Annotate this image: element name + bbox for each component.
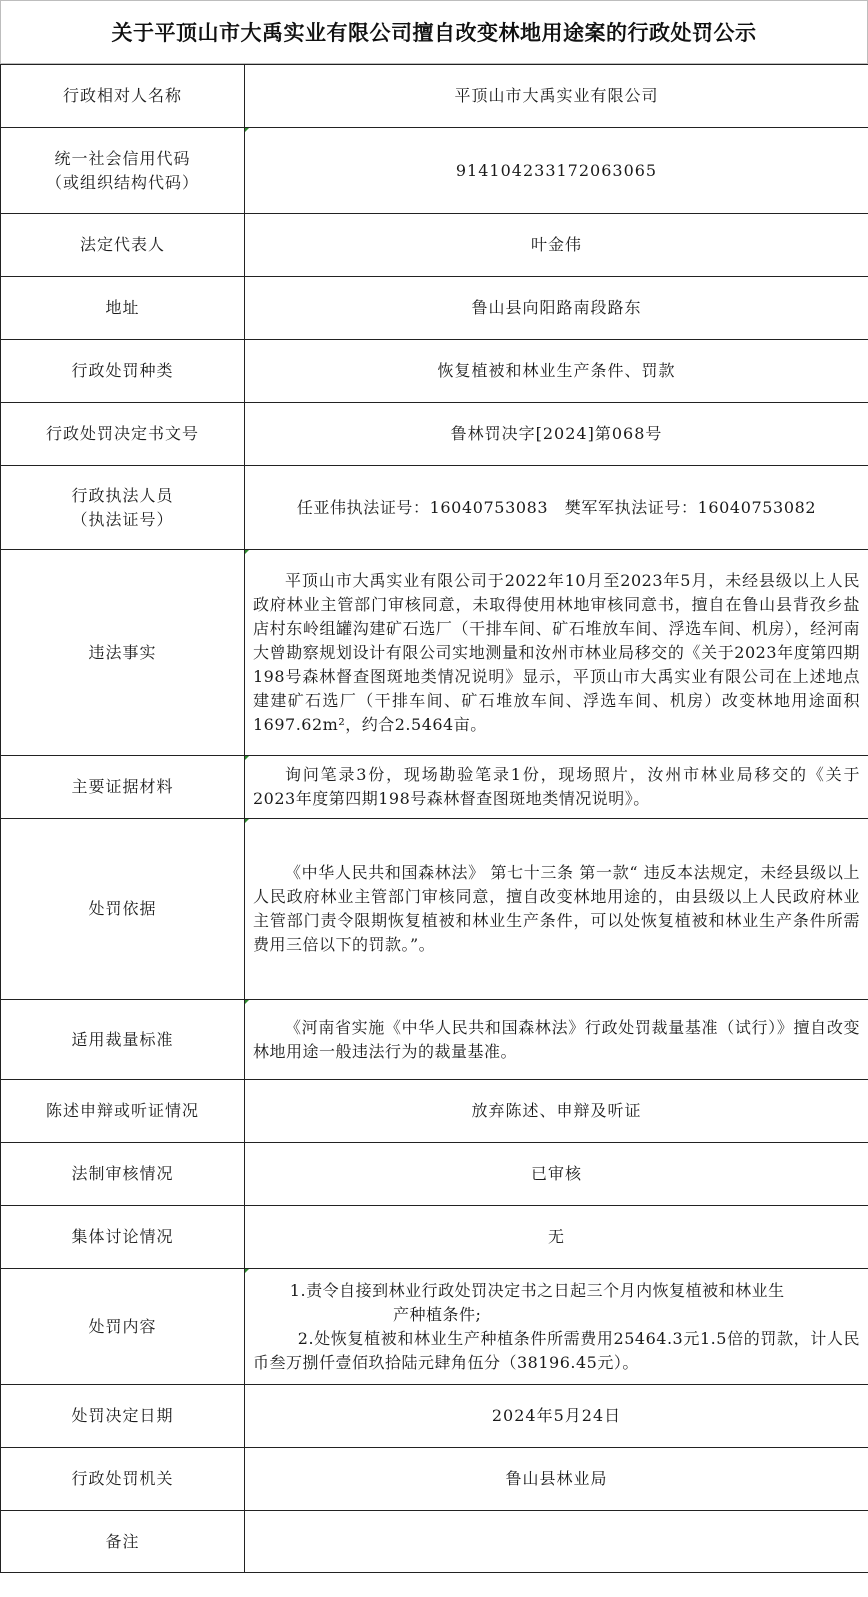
row-label: 备注 xyxy=(1,1511,245,1573)
table-row xyxy=(1,756,868,819)
table-row xyxy=(1,1448,868,1511)
credit-code: 914104233172063065 xyxy=(455,160,658,180)
row-value: 2024年5月24日 xyxy=(245,1385,868,1448)
row-label: 适用裁量标准 xyxy=(1,1000,245,1080)
row-label: 处罚依据 xyxy=(1,819,245,1000)
table-row xyxy=(1,1206,868,1269)
table-row xyxy=(1,1269,868,1385)
table-row xyxy=(1,466,868,550)
table-row xyxy=(1,1143,868,1206)
table-row xyxy=(1,340,868,403)
row-label: 行政相对人名称 xyxy=(1,65,245,128)
penalty-item-1-cont: 产种植条件; xyxy=(393,1304,482,1324)
row-value xyxy=(245,1511,868,1573)
penalty-table xyxy=(0,64,868,1573)
table-row xyxy=(1,819,868,1000)
row-value: 鲁山县林业局 xyxy=(245,1448,868,1511)
row-value: 平顶山市大禹实业有限公司 xyxy=(245,65,868,128)
row-label: 主要证据材料 xyxy=(1,756,245,819)
row-value: 任亚伟执法证号：16040753083 樊军军执法证号：16040753082 xyxy=(245,466,868,550)
cell-marker xyxy=(245,128,249,132)
penalty-item-2: 2.处恢复植被和林业生产种植条件所需费用25464.3元1.5倍的罚款，计人民币叁万捌仟壹佰玖拾陆元肆角伍分（38196.45元）。 xyxy=(253,1328,860,1372)
table-row xyxy=(1,1000,868,1080)
row-label: 地址 xyxy=(1,277,245,340)
row-label: 陈述申辩或听证情况 xyxy=(1,1080,245,1143)
table-row xyxy=(1,128,868,214)
table-row xyxy=(1,403,868,466)
label-line: 行政执法人员 xyxy=(71,485,174,505)
penalty-item-1: 1.责令自接到林业行政处罚决定书之日起三个月内恢复植被和林业生 xyxy=(289,1280,785,1300)
table-row xyxy=(1,1080,868,1143)
row-label: 违法事实 xyxy=(1,550,245,756)
title-bar xyxy=(0,0,868,64)
label-line: （或组织结构代码） xyxy=(45,172,199,192)
row-label: 行政处罚机关 xyxy=(1,1448,245,1511)
table-row xyxy=(1,65,868,128)
table-row xyxy=(1,1511,868,1573)
row-value: 放弃陈述、申辩及听证 xyxy=(245,1080,868,1143)
row-value: 无 xyxy=(245,1206,868,1269)
cell-marker xyxy=(245,1269,249,1273)
cell-marker xyxy=(245,756,249,760)
row-label xyxy=(1,466,245,550)
cell-marker xyxy=(245,819,249,823)
table-row xyxy=(1,214,868,277)
table-row xyxy=(1,1385,868,1448)
violation-facts: 平顶山市大禹实业有限公司于2022年10月至2023年5月，未经县级以上人民政府林业主管部门审核同意，未取得使用林地审核同意书，擅自在鲁山县背孜乡盐店村东岭组罐沟建矿石选厂（干排车间、矿石堆放车间、浮选车间、机房），经河南大曾勘察规划设计有限公司实地测量和汝州市林业局移交的《关于2023年度第四期198号森林督查图斑地类情况说明》显示，平顶山市大禹实业有限公司在上述地点建建矿石选厂（干排车间、矿石堆放车间、浮选车间、机房）改变林地用途面积1697.62m²，约合2.5464亩。 xyxy=(253,570,860,734)
label-line: 统一社会信用代码 xyxy=(54,148,191,168)
row-label: 行政处罚决定书文号 xyxy=(1,403,245,466)
table-row xyxy=(1,550,868,756)
cell-marker xyxy=(245,1000,249,1004)
row-value: 鲁林罚决字[2024]第068号 xyxy=(245,403,868,466)
row-value: 已审核 xyxy=(245,1143,868,1206)
discretion-standard: 《河南省实施《中华人民共和国森林法》行政处罚裁量基准（试行）》擅自改变林地用途一般违法行为的裁量基准。 xyxy=(253,1017,860,1061)
row-label: 处罚决定日期 xyxy=(1,1385,245,1448)
row-value xyxy=(245,1269,868,1385)
page-title: 关于平顶山市大禹实业有限公司擅自改变林地用途案的行政处罚公示 xyxy=(111,20,757,45)
row-value xyxy=(245,550,868,756)
row-value xyxy=(245,1000,868,1080)
row-value xyxy=(245,819,868,1000)
table-row xyxy=(1,277,868,340)
label-line: （执法证号） xyxy=(71,509,174,529)
evidence-text: 询问笔录3份，现场勘验笔录1份，现场照片，汝州市林业局移交的《关于2023年度第四期198号森林督查图斑地类情况说明》。 xyxy=(253,765,860,808)
row-label: 处罚内容 xyxy=(1,1269,245,1385)
legal-basis: 《中华人民共和国森林法》 第七十三条 第一款“ 违反本法规定，未经县级以上人民政府林业主管部门审核同意，擅自改变林地用途的，由县级以上人民政府林业主管部门责令限期恢复植被和林业生产条件，可以处恢复植被和林业生产条件所需费用三倍以下的罚款。”。 xyxy=(253,863,860,954)
cell-marker xyxy=(245,550,249,554)
row-label: 法制审核情况 xyxy=(1,1143,245,1206)
row-label xyxy=(1,128,245,214)
row-value: 叶金伟 xyxy=(245,214,868,277)
row-value xyxy=(245,756,868,819)
row-label: 行政处罚种类 xyxy=(1,340,245,403)
row-label: 集体讨论情况 xyxy=(1,1206,245,1269)
row-value: 鲁山县向阳路南段路东 xyxy=(245,277,868,340)
row-value xyxy=(245,128,868,214)
row-label: 法定代表人 xyxy=(1,214,245,277)
row-value: 恢复植被和林业生产条件、罚款 xyxy=(245,340,868,403)
